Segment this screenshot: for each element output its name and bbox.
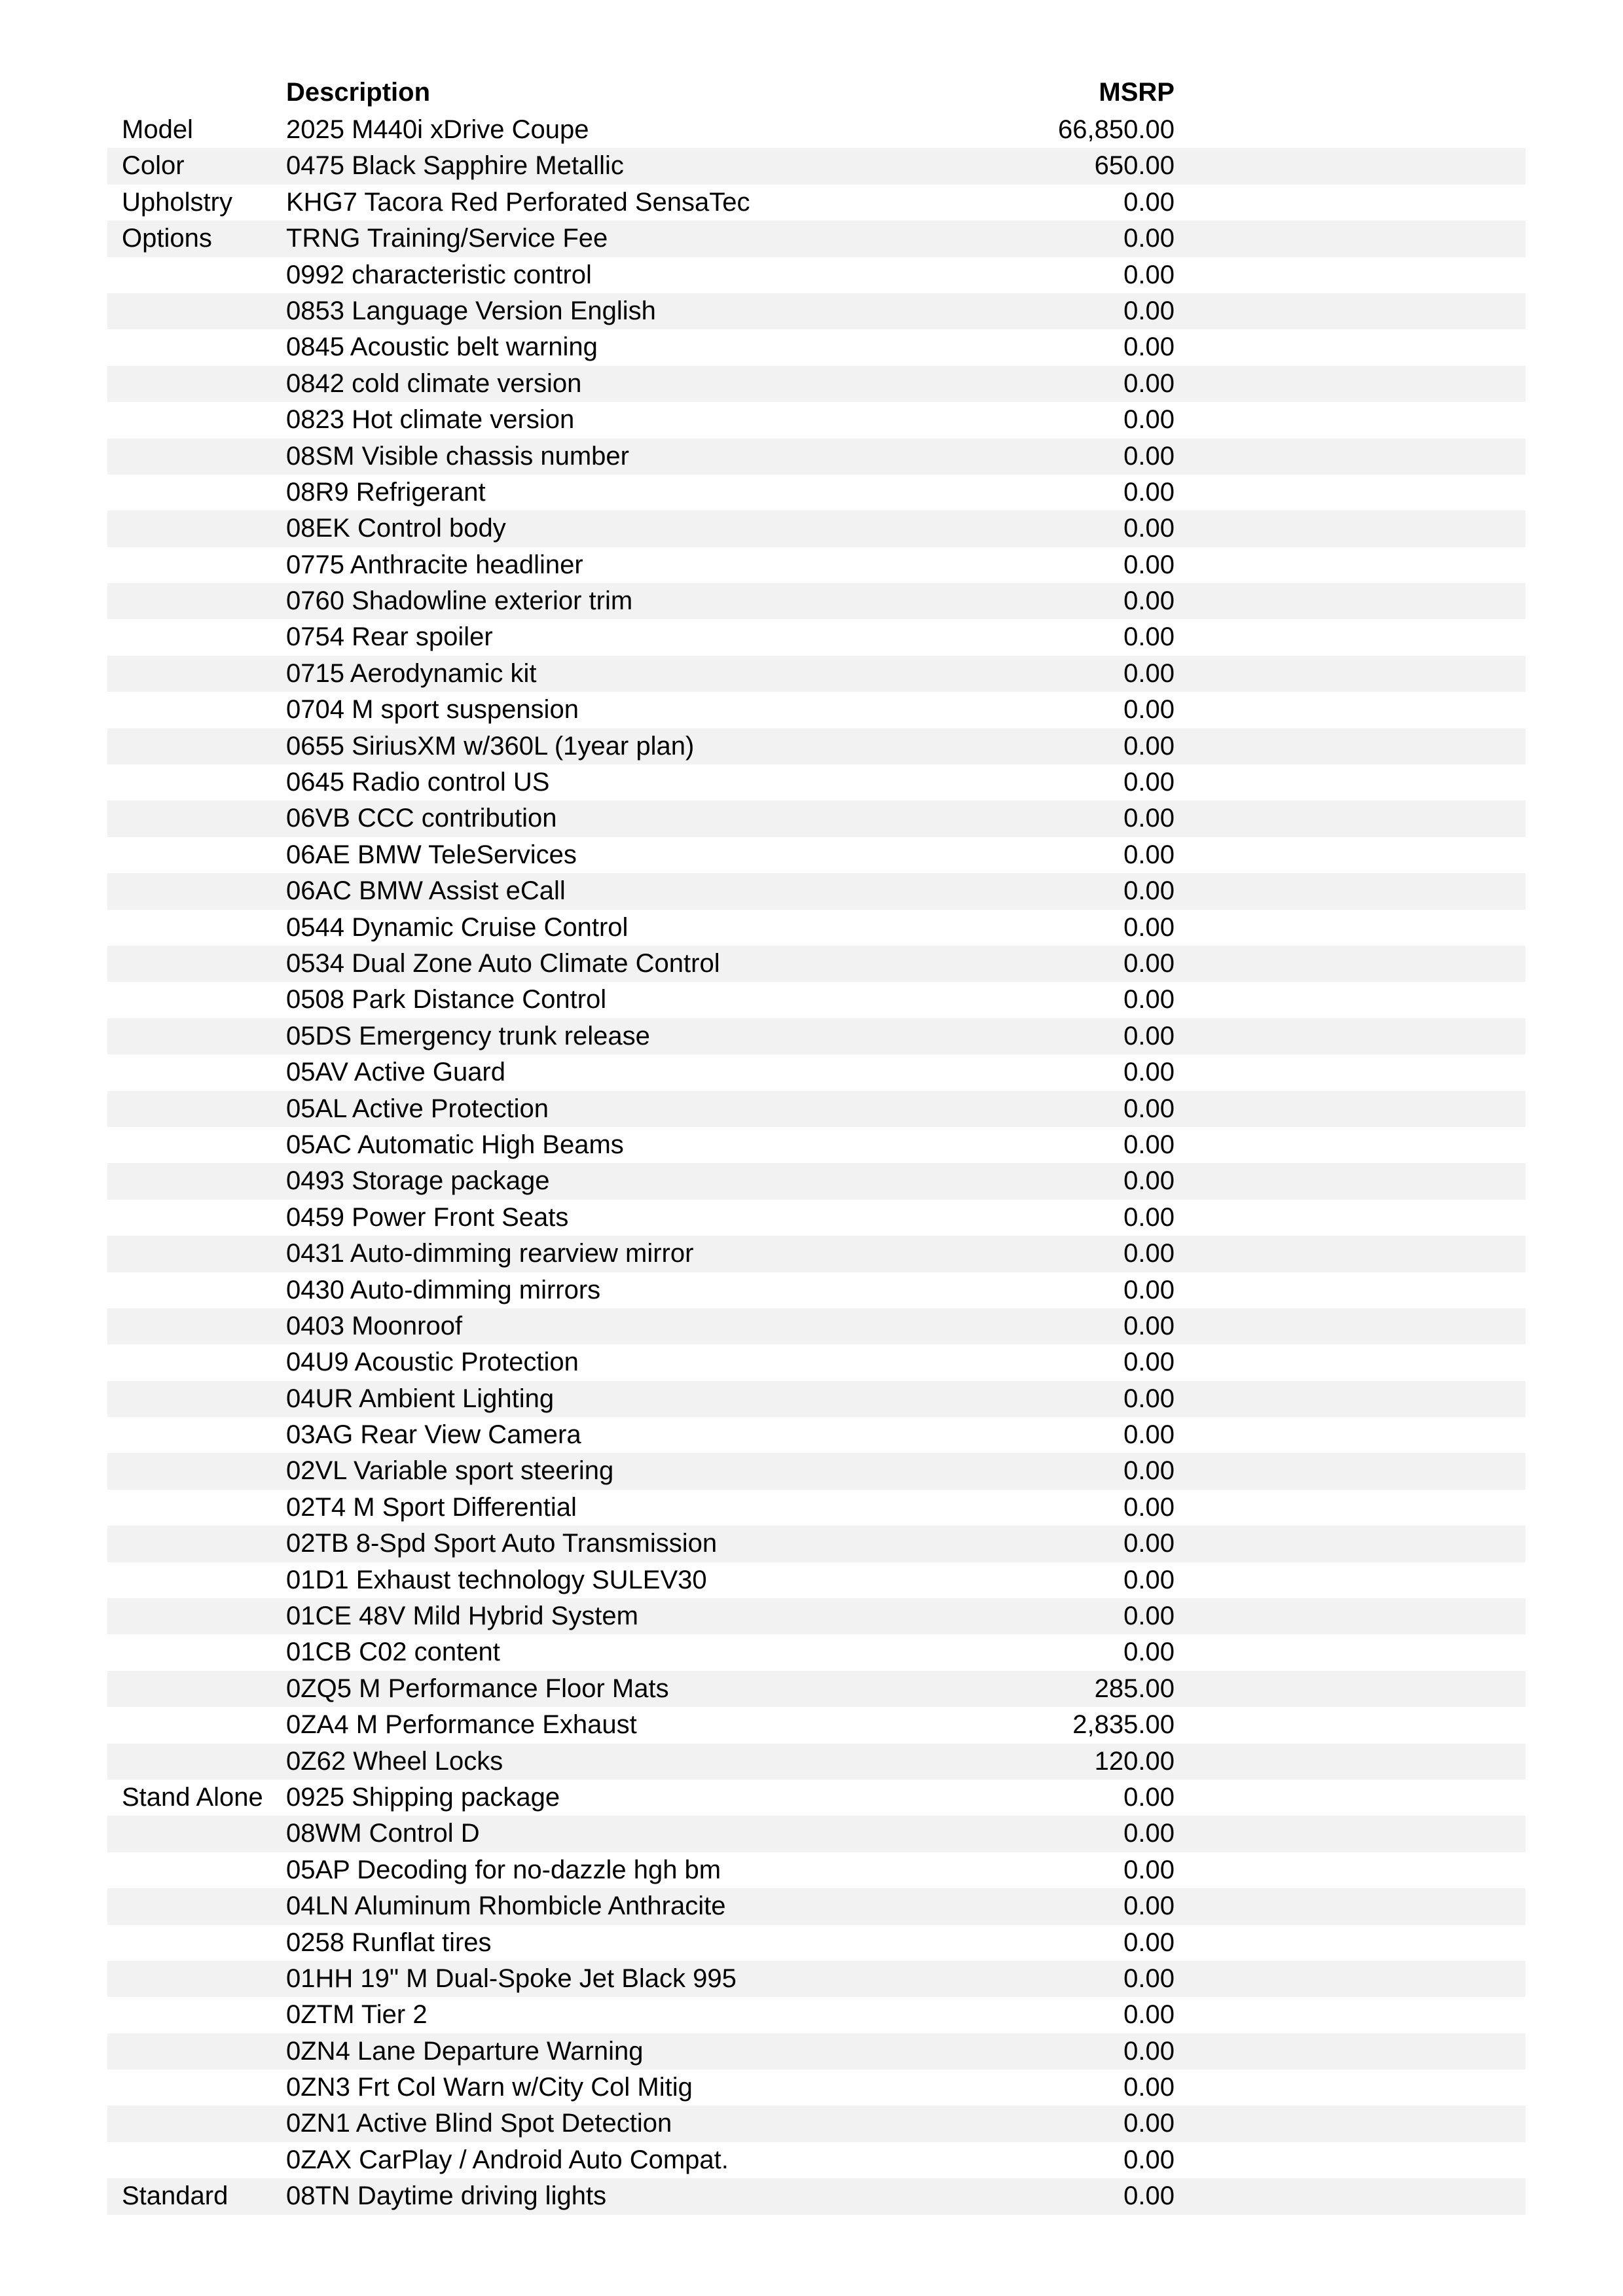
row-msrp: 0.00 xyxy=(1123,2036,1175,2066)
table-row xyxy=(107,1526,1525,1562)
table-row xyxy=(107,1091,1525,1127)
row-description: 08TN Daytime driving lights xyxy=(286,2181,607,2211)
row-description: 0992 characteristic control xyxy=(286,260,592,289)
row-description: 0431 Auto-dimming rearview mirror xyxy=(286,1239,694,1268)
row-description: 0ZN4 Lane Departure Warning xyxy=(286,2036,644,2066)
table-row xyxy=(107,946,1525,982)
table-row xyxy=(107,1127,1525,1163)
table-row xyxy=(107,547,1525,583)
row-msrp: 0.00 xyxy=(1123,1602,1175,1631)
table-row xyxy=(107,2142,1525,2178)
row-description: 0475 Black Sapphire Metallic xyxy=(286,151,624,181)
row-msrp: 0.00 xyxy=(1123,1964,1175,1993)
row-msrp: 285.00 xyxy=(1094,1674,1175,1703)
row-msrp: 0.00 xyxy=(1123,1239,1175,1268)
table-body xyxy=(107,112,1525,2215)
row-msrp: 66,850.00 xyxy=(1058,115,1175,144)
row-description: 0ZAX CarPlay / Android Auto Compat. xyxy=(286,2145,729,2174)
row-description: 05AP Decoding for no-dazzle hgh bm xyxy=(286,1855,721,1884)
row-msrp: 0.00 xyxy=(1123,1094,1175,1123)
row-category: Model xyxy=(122,115,193,144)
table-row xyxy=(107,1780,1525,1816)
row-description: 05AV Active Guard xyxy=(286,1058,505,1087)
row-msrp: 0.00 xyxy=(1123,586,1175,616)
table-row xyxy=(107,837,1525,873)
table-row xyxy=(107,1200,1525,1236)
row-description: 2025 M440i xDrive Coupe xyxy=(286,115,589,144)
row-description: TRNG Training/Service Fee xyxy=(286,224,608,253)
row-description: 0ZN1 Active Blind Spot Detection xyxy=(286,2109,672,2138)
table-header xyxy=(107,75,1525,112)
row-msrp: 120.00 xyxy=(1094,1746,1175,1776)
row-category: Options xyxy=(122,224,212,253)
table-row xyxy=(107,148,1525,184)
row-msrp: 0.00 xyxy=(1123,1202,1175,1232)
row-msrp: 0.00 xyxy=(1123,224,1175,253)
row-description: 08R9 Refrigerant xyxy=(286,477,486,507)
row-description: 0645 Radio control US xyxy=(286,768,550,797)
table-row xyxy=(107,1816,1525,1852)
table-row xyxy=(107,2178,1525,2214)
row-description: 04U9 Acoustic Protection xyxy=(286,1348,579,1377)
table-row xyxy=(107,583,1525,619)
row-description: 0ZN3 Frt Col Warn w/City Col Mitig xyxy=(286,2073,693,2102)
row-msrp: 0.00 xyxy=(1123,1529,1175,1558)
row-msrp: 0.00 xyxy=(1123,804,1175,833)
row-description: 04LN Aluminum Rhombicle Anthracite xyxy=(286,1892,726,1921)
table-row xyxy=(107,511,1525,547)
table-row xyxy=(107,1308,1525,1344)
row-description: 0459 Power Front Seats xyxy=(286,1202,569,1232)
table-row xyxy=(107,475,1525,511)
table-row xyxy=(107,2034,1525,2070)
table-row xyxy=(107,1997,1525,2033)
row-description: 01D1 Exhaust technology SULEV30 xyxy=(286,1565,707,1594)
row-description: 0430 Auto-dimming mirrors xyxy=(286,1275,601,1304)
table-row xyxy=(107,800,1525,836)
table-row xyxy=(107,1707,1525,1743)
row-description: 0775 Anthracite headliner xyxy=(286,550,583,579)
row-description: 05DS Emergency trunk release xyxy=(286,1021,650,1050)
row-description: 0704 M sport suspension xyxy=(286,695,579,725)
row-description: 0Z62 Wheel Locks xyxy=(286,1746,503,1776)
row-description: 08SM Visible chassis number xyxy=(286,441,629,471)
row-description: 0760 Shadowline exterior trim xyxy=(286,586,633,616)
table-row xyxy=(107,1925,1525,1961)
msrp-column-header: MSRP xyxy=(1099,78,1175,107)
table-row xyxy=(107,221,1525,257)
row-msrp: 0.00 xyxy=(1123,1311,1175,1340)
row-msrp: 0.00 xyxy=(1123,260,1175,289)
table-row xyxy=(107,1888,1525,1924)
row-msrp: 0.00 xyxy=(1123,1456,1175,1486)
row-description: 06VB CCC contribution xyxy=(286,804,557,833)
row-msrp: 0.00 xyxy=(1123,1928,1175,1957)
row-msrp: 0.00 xyxy=(1123,2181,1175,2211)
row-category: Stand Alone xyxy=(122,1782,263,1812)
row-description: 0715 Aerodynamic kit xyxy=(286,658,537,688)
row-description: 0ZTM Tier 2 xyxy=(286,2000,428,2030)
row-description: 01HH 19" M Dual-Spoke Jet Black 995 xyxy=(286,1964,737,1993)
row-category: Standard xyxy=(122,2181,228,2211)
table-row xyxy=(107,692,1525,728)
row-msrp: 0.00 xyxy=(1123,2073,1175,2102)
table-row xyxy=(107,656,1525,692)
row-msrp: 0.00 xyxy=(1123,187,1175,217)
row-msrp: 0.00 xyxy=(1123,2145,1175,2174)
table-row xyxy=(107,982,1525,1018)
row-msrp: 0.00 xyxy=(1123,1855,1175,1884)
table-row xyxy=(107,1961,1525,1997)
row-description: 0754 Rear spoiler xyxy=(286,622,493,652)
row-msrp: 0.00 xyxy=(1123,622,1175,652)
row-description: KHG7 Tacora Red Perforated SensaTec xyxy=(286,187,750,217)
row-description: 08WM Control D xyxy=(286,1819,480,1848)
row-msrp: 0.00 xyxy=(1123,1130,1175,1159)
row-description: 0258 Runflat tires xyxy=(286,1928,492,1957)
table-row xyxy=(107,1272,1525,1308)
row-msrp: 0.00 xyxy=(1123,768,1175,797)
table-row xyxy=(107,1453,1525,1489)
table-row xyxy=(107,1598,1525,1634)
row-msrp: 0.00 xyxy=(1123,550,1175,579)
table-row xyxy=(107,2070,1525,2106)
row-description: 0544 Dynamic Cruise Control xyxy=(286,912,629,942)
description-column-header: Description xyxy=(286,78,431,107)
row-description: 02T4 M Sport Differential xyxy=(286,1492,577,1522)
row-description: 01CE 48V Mild Hybrid System xyxy=(286,1602,638,1631)
row-description: 0403 Moonroof xyxy=(286,1311,463,1340)
row-category: Color xyxy=(122,151,185,181)
options-table xyxy=(107,75,1525,2215)
row-description: 08EK Control body xyxy=(286,514,506,543)
table-row xyxy=(107,257,1525,293)
row-description: 05AL Active Protection xyxy=(286,1094,549,1123)
row-description: 02VL Variable sport steering xyxy=(286,1456,614,1486)
row-msrp: 0.00 xyxy=(1123,1275,1175,1304)
table-row xyxy=(107,1671,1525,1707)
row-msrp: 0.00 xyxy=(1123,2109,1175,2138)
row-msrp: 0.00 xyxy=(1123,840,1175,869)
row-description: 06AC BMW Assist eCall xyxy=(286,876,566,906)
table-row xyxy=(107,1490,1525,1526)
row-msrp: 0.00 xyxy=(1123,731,1175,761)
table-row xyxy=(107,1163,1525,1199)
table-row xyxy=(107,1562,1525,1598)
row-description: 0508 Park Distance Control xyxy=(286,985,607,1014)
table-row xyxy=(107,1018,1525,1054)
row-description: 03AG Rear View Camera xyxy=(286,1420,581,1450)
row-msrp: 0.00 xyxy=(1123,876,1175,906)
table-row xyxy=(107,293,1525,329)
row-description: 0853 Language Version English xyxy=(286,296,656,325)
table-row xyxy=(107,402,1525,438)
row-msrp: 0.00 xyxy=(1123,1892,1175,1921)
row-description: 0925 Shipping package xyxy=(286,1782,560,1812)
row-msrp: 0.00 xyxy=(1123,1819,1175,1848)
row-description: 05AC Automatic High Beams xyxy=(286,1130,624,1159)
row-description: 0ZQ5 M Performance Floor Mats xyxy=(286,1674,669,1703)
row-msrp: 0.00 xyxy=(1123,985,1175,1014)
row-category: Upholstry xyxy=(122,187,232,217)
table-row xyxy=(107,112,1525,148)
row-msrp: 0.00 xyxy=(1123,1021,1175,1050)
row-description: 06AE BMW TeleServices xyxy=(286,840,577,869)
row-msrp: 0.00 xyxy=(1123,2000,1175,2030)
row-msrp: 0.00 xyxy=(1123,948,1175,978)
table-row xyxy=(107,1381,1525,1417)
table-row xyxy=(107,2106,1525,2142)
table-row xyxy=(107,1417,1525,1453)
row-msrp: 0.00 xyxy=(1123,912,1175,942)
row-msrp: 0.00 xyxy=(1123,405,1175,435)
table-row xyxy=(107,1236,1525,1272)
row-msrp: 0.00 xyxy=(1123,1166,1175,1196)
row-msrp: 0.00 xyxy=(1123,441,1175,471)
row-description: 0534 Dual Zone Auto Climate Control xyxy=(286,948,720,978)
row-msrp: 0.00 xyxy=(1123,1058,1175,1087)
row-msrp: 2,835.00 xyxy=(1072,1710,1175,1740)
table-row xyxy=(107,185,1525,221)
row-msrp: 0.00 xyxy=(1123,368,1175,398)
row-description: 0845 Acoustic belt warning xyxy=(286,332,598,362)
row-msrp: 0.00 xyxy=(1123,658,1175,688)
row-description: 0493 Storage package xyxy=(286,1166,550,1196)
table-row xyxy=(107,439,1525,475)
table-row xyxy=(107,1634,1525,1670)
table-row xyxy=(107,764,1525,800)
row-msrp: 0.00 xyxy=(1123,1638,1175,1667)
row-description: 0823 Hot climate version xyxy=(286,405,575,435)
table-row xyxy=(107,728,1525,764)
row-msrp: 0.00 xyxy=(1123,1565,1175,1594)
row-description: 0ZA4 M Performance Exhaust xyxy=(286,1710,637,1740)
row-msrp: 0.00 xyxy=(1123,477,1175,507)
table-row xyxy=(107,1054,1525,1090)
row-msrp: 0.00 xyxy=(1123,1348,1175,1377)
table-row xyxy=(107,910,1525,946)
table-row xyxy=(107,1852,1525,1888)
row-description: 01CB C02 content xyxy=(286,1638,500,1667)
table-row xyxy=(107,1744,1525,1780)
table-row xyxy=(107,619,1525,655)
row-msrp: 0.00 xyxy=(1123,1384,1175,1413)
row-description: 0842 cold climate version xyxy=(286,368,582,398)
row-msrp: 0.00 xyxy=(1123,1782,1175,1812)
row-msrp: 0.00 xyxy=(1123,514,1175,543)
row-msrp: 0.00 xyxy=(1123,332,1175,362)
table-row xyxy=(107,1344,1525,1380)
row-msrp: 0.00 xyxy=(1123,296,1175,325)
row-msrp: 0.00 xyxy=(1123,1420,1175,1450)
row-msrp: 0.00 xyxy=(1123,1492,1175,1522)
row-description: 02TB 8-Spd Sport Auto Transmission xyxy=(286,1529,718,1558)
table-row xyxy=(107,329,1525,365)
row-msrp: 650.00 xyxy=(1094,151,1175,181)
row-description: 04UR Ambient Lighting xyxy=(286,1384,555,1413)
row-description: 0655 SiriusXM w/360L (1year plan) xyxy=(286,731,695,761)
row-msrp: 0.00 xyxy=(1123,695,1175,725)
table-row xyxy=(107,873,1525,909)
table-row xyxy=(107,366,1525,402)
